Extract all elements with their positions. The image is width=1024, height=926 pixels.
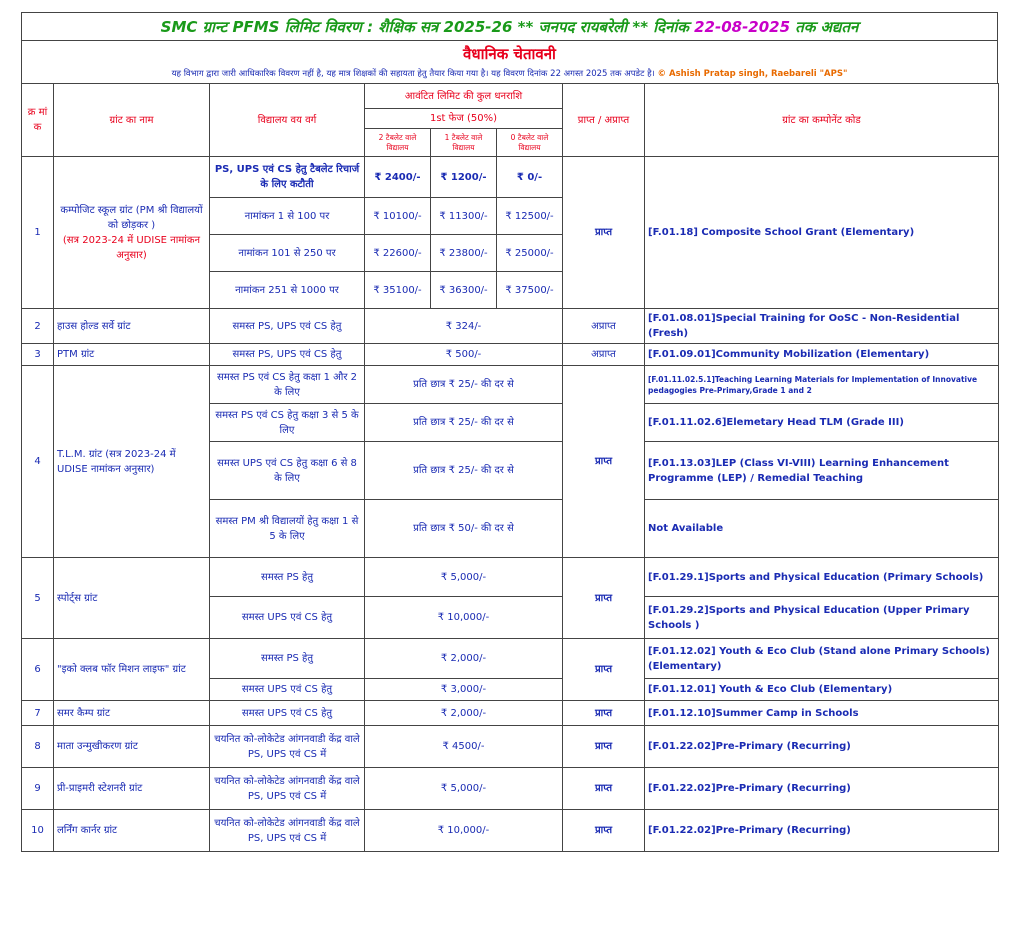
serial-number: 3: [22, 344, 54, 366]
serial-number: 8: [22, 726, 54, 768]
school-category: समस्त UPS एवं CS हेतु: [210, 597, 365, 639]
school-category: समस्त PS, UPS एवं CS हेतु: [210, 309, 365, 344]
serial-number: 6: [22, 639, 54, 701]
title-main: SMC ग्रान्ट PFMS लिमिट विवरण : शैक्षिक सत्र 2025-26 ** जनपद रायबरेली ** दिनांक: [160, 17, 695, 36]
school-category: समस्त PS हेतु: [210, 558, 365, 597]
warning-title: वैधानिक चेतावनी: [463, 45, 556, 63]
status-badge: प्राप्त: [563, 768, 645, 810]
grant-name: समर कैम्प ग्रांट: [54, 701, 210, 726]
grant-amount: ₹ 324/-: [365, 309, 563, 344]
school-category: चयनित को-लोकेटेड आंगनवाडी केंद्र वाले PS, UPS एवं CS में: [210, 810, 365, 852]
school-category: समस्त PS हेतु: [210, 639, 365, 679]
warning-cell: [22, 41, 998, 84]
school-category: समस्त PS, UPS एवं CS हेतु: [210, 344, 365, 366]
table-row: [22, 639, 999, 679]
status-badge: अप्राप्त: [563, 309, 645, 344]
table-row: [22, 157, 999, 198]
grant-amount: ₹ 2,000/-: [365, 701, 563, 726]
grant-name: हाउस होल्ड सर्वे ग्रांट: [54, 309, 210, 344]
grant-amount: प्रति छात्र ₹ 50/- की दर से: [365, 500, 563, 558]
col-grant-name: ग्रांट का नाम: [54, 84, 210, 157]
amount-0-tablet: ₹ 0/-: [497, 157, 563, 198]
status-badge: प्राप्त: [563, 157, 645, 309]
amount-0-tablet: ₹ 25000/-: [497, 235, 563, 272]
grant-amount: ₹ 5,000/-: [365, 558, 563, 597]
table-row: [22, 366, 999, 404]
amount-1-tablet: ₹ 36300/-: [431, 272, 497, 309]
table-row: [22, 344, 999, 366]
component-code: [F.01.11.02.5.1]Teaching Learning Materials for Implementation of Innovative pedagogies Pre-Primary,Grade 1 and 2: [645, 366, 999, 404]
grant-amount: प्रति छात्र ₹ 25/- की दर से: [365, 404, 563, 442]
component-code: [F.01.12.01] Youth & Eco Club (Elementary): [645, 679, 999, 701]
col-status: प्राप्त / अप्राप्त: [563, 84, 645, 157]
header-table: [21, 12, 998, 84]
component-code: [F.01.09.01]Community Mobilization (Elementary): [645, 344, 999, 366]
serial-number: 4: [22, 366, 54, 558]
serial-number: 1: [22, 157, 54, 309]
col-tablet-1: 1 टैबलेट वाले विद्यालय: [431, 129, 497, 157]
school-category: नामांकन 1 से 100 पर: [210, 198, 365, 235]
component-code: [F.01.22.02]Pre-Primary (Recurring): [645, 768, 999, 810]
serial-number: 10: [22, 810, 54, 852]
component-code: [F.01.12.10]Summer Camp in Schools: [645, 701, 999, 726]
status-badge: प्राप्त: [563, 366, 645, 558]
grant-name: [54, 157, 210, 309]
school-category: चयनित को-लोकेटेड आंगनवाडी केंद्र वाले PS, UPS एवं CS में: [210, 726, 365, 768]
col-tablet-2: 2 टैबलेट वाले विद्यालय: [365, 129, 431, 157]
table-row: [22, 726, 999, 768]
col-phase: 1st फेज (50%): [365, 109, 563, 129]
school-category: समस्त PS एवं CS हेतु कक्षा 3 से 5 के लिए: [210, 404, 365, 442]
school-category: समस्त UPS एवं CS हेतु कक्षा 6 से 8 के लिए: [210, 442, 365, 500]
school-category: नामांकन 101 से 250 पर: [210, 235, 365, 272]
title-tail: तक अद्यतन: [790, 17, 859, 36]
component-code: [F.01.22.02]Pre-Primary (Recurring): [645, 810, 999, 852]
amount-1-tablet: ₹ 1200/-: [431, 157, 497, 198]
grant-amount: ₹ 2,000/-: [365, 639, 563, 679]
grant-amount: ₹ 5,000/-: [365, 768, 563, 810]
grant-amount: ₹ 500/-: [365, 344, 563, 366]
grant-table: [21, 83, 999, 852]
grant-amount: ₹ 3,000/-: [365, 679, 563, 701]
school-category: समस्त UPS एवं CS हेतु: [210, 679, 365, 701]
serial-number: 2: [22, 309, 54, 344]
table-row: [22, 768, 999, 810]
grant-amount: प्रति छात्र ₹ 25/- की दर से: [365, 442, 563, 500]
disclaimer-notice: [22, 67, 997, 83]
school-category: चयनित को-लोकेटेड आंगनवाडी केंद्र वाले PS, UPS एवं CS में: [210, 768, 365, 810]
grant-sheet: [21, 12, 998, 852]
amount-2-tablet: ₹ 22600/-: [365, 235, 431, 272]
school-category: समस्त PM श्री विद्यालयों हेतु कक्षा 1 से 5 के लिए: [210, 500, 365, 558]
grant-name-main: कम्पोजिट स्कूल ग्रांट (PM श्री विद्यालयों को छोड़कर ): [60, 204, 203, 231]
page-title: [22, 13, 998, 41]
status-badge: प्राप्त: [563, 726, 645, 768]
amount-1-tablet: ₹ 23800/-: [431, 235, 497, 272]
serial-number: 9: [22, 768, 54, 810]
table-row: [22, 558, 999, 597]
col-school-category: विद्यालय वय वर्ग: [210, 84, 365, 157]
grant-amount: ₹ 10,000/-: [365, 597, 563, 639]
component-code: [F.01.22.02]Pre-Primary (Recurring): [645, 726, 999, 768]
grant-name: लर्निंग कार्नर ग्रांट: [54, 810, 210, 852]
amount-2-tablet: ₹ 10100/-: [365, 198, 431, 235]
component-code: [F.01.29.1]Sports and Physical Education (Primary Schools): [645, 558, 999, 597]
table-row: [22, 309, 999, 344]
col-serial: क्र मां क: [22, 84, 54, 157]
school-category: समस्त UPS एवं CS हेतु: [210, 701, 365, 726]
grant-name: "इको क्लब फॉर मिशन लाइफ" ग्रांट: [54, 639, 210, 701]
component-code: [F.01.29.2]Sports and Physical Education (Upper Primary Schools ): [645, 597, 999, 639]
component-code: [F.01.13.03]LEP (Class VI-VIII) Learning Enhancement Programme (LEP) / Remedial Teaching: [645, 442, 999, 500]
component-code: Not Available: [645, 500, 999, 558]
amount-0-tablet: ₹ 37500/-: [497, 272, 563, 309]
status-badge: प्राप्त: [563, 701, 645, 726]
grant-name: स्पोर्ट्स ग्रांट: [54, 558, 210, 639]
amount-2-tablet: ₹ 2400/-: [365, 157, 431, 198]
grant-name: प्री-प्राइमरी स्टेशनरी ग्रांट: [54, 768, 210, 810]
grant-amount: ₹ 4500/-: [365, 726, 563, 768]
title-date: 22-08-2025: [694, 17, 791, 36]
status-badge: प्राप्त: [563, 639, 645, 701]
component-code: [F.01.08.01]Special Training for OoSC - Non-Residential (Fresh): [645, 309, 999, 344]
amount-0-tablet: ₹ 12500/-: [497, 198, 563, 235]
amount-1-tablet: ₹ 11300/-: [431, 198, 497, 235]
col-allotted-total: आवंटित लिमिट की कुल धनराशि: [365, 84, 563, 109]
status-badge: अप्राप्त: [563, 344, 645, 366]
grant-amount: ₹ 10,000/-: [365, 810, 563, 852]
status-badge: प्राप्त: [563, 810, 645, 852]
notice-credit: © Ashish Pratap singh, Raebareli "APS": [657, 69, 848, 79]
col-component-code: ग्रांट का कम्पोनेंट कोड: [645, 84, 999, 157]
table-row: [22, 810, 999, 852]
grant-name: माता उन्मुखीकरण ग्रांट: [54, 726, 210, 768]
grant-name: PTM ग्रांट: [54, 344, 210, 366]
school-category: समस्त PS एवं CS हेतु कक्षा 1 और 2 के लिए: [210, 366, 365, 404]
grant-name-note: (सत्र 2023-24 में UDISE नामांकन अनुसार): [62, 234, 201, 261]
grant-name: T.L.M. ग्रांट (सत्र 2023-24 में UDISE नामांकन अनुसार): [54, 366, 210, 558]
serial-number: 7: [22, 701, 54, 726]
col-tablet-0: 0 टैबलेट वाले विद्यालय: [497, 129, 563, 157]
school-category: नामांकन 251 से 1000 पर: [210, 272, 365, 309]
grant-amount: प्रति छात्र ₹ 25/- की दर से: [365, 366, 563, 404]
component-code: [F.01.11.02.6]Elemetary Head TLM (Grade III): [645, 404, 999, 442]
serial-number: 5: [22, 558, 54, 639]
table-row: [22, 701, 999, 726]
notice-text: यह विभाग द्वारा जारी आधिकारिक विवरण नहीं है, यह मात्र शिक्षकों की सहायता हेतु तैयार किया गया है। यह विवरण दिनांक 22 अगस्त 2025 तक अपडेट है।: [171, 69, 658, 79]
school-category: PS, UPS एवं CS हेतु टैबलेट रिचार्ज के लिए कटौती: [210, 157, 365, 198]
status-badge: प्राप्त: [563, 558, 645, 639]
component-code: [F.01.12.02] Youth & Eco Club (Stand alone Primary Schools) (Elementary): [645, 639, 999, 679]
amount-2-tablet: ₹ 35100/-: [365, 272, 431, 309]
component-code: [F.01.18] Composite School Grant (Elementary): [645, 157, 999, 309]
